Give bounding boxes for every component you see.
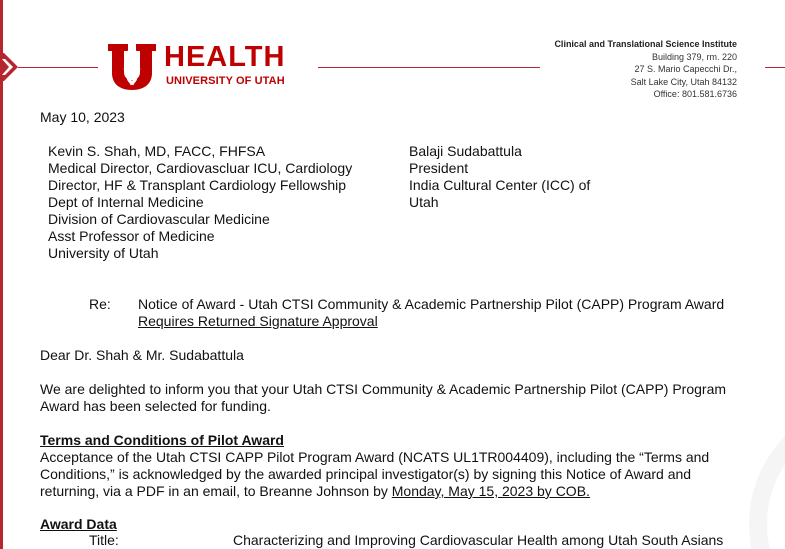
university-logo [108, 41, 286, 92]
header-rule-left [18, 67, 98, 68]
watermark-swoosh [735, 430, 785, 549]
recipient-left-line: Medical Director, Cardiovascluar ICU, Cardiology [48, 160, 353, 176]
salutation: Dear Dr. Shah & Mr. Sudabattula [40, 347, 244, 363]
recipient-left-line: Dept of Internal Medicine [48, 194, 204, 210]
recipient-right-line: Balaji Sudabattula [409, 143, 522, 159]
header-rule-right [765, 67, 785, 68]
left-edge-bar [0, 0, 3, 549]
re-signature-requirement: Requires Returned Signature Approval [138, 313, 378, 329]
award-data-heading: Award Data [40, 516, 117, 532]
chevron-right-icon [0, 53, 20, 81]
recipient-right-line: President [409, 160, 469, 176]
address-city: Salt Lake City, Utah 84132 [630, 76, 737, 87]
institute-address-block [554, 38, 737, 101]
address-office-phone: Office: 801.581.6736 [653, 89, 737, 100]
terms-heading: Terms and Conditions of Pilot Award [40, 432, 284, 448]
logo-university-text: UNIVERSITY OF UTAH [166, 75, 285, 87]
terms-deadline: Monday, May 15, 2023 by COB. [391, 483, 590, 499]
address-building: Building 379, rm. 220 [651, 51, 737, 62]
recipient-left-line: Division of Cardiovascular Medicine [48, 211, 270, 227]
recipient-right-line: India Cultural Center (ICC) of [409, 177, 591, 193]
u-block-logo-icon [108, 44, 158, 90]
recipient-right-line: Utah [409, 194, 439, 210]
letter-date: May 10, 2023 [40, 109, 125, 125]
intro-line: Award has been selected for funding. [40, 398, 271, 414]
recipient-left-line: University of Utah [48, 245, 159, 261]
terms-line: Conditions,” is acknowledged by the awarded principal investigator(s) by signing this Notice of Award and [40, 466, 692, 482]
header-rule-middle [318, 67, 540, 68]
re-label: Re: [89, 296, 111, 312]
re-subject-line: Notice of Award - Utah CTSI Community & Academic Partnership Pilot (CAPP) Program Award [138, 296, 725, 312]
recipient-left-line: Asst Professor of Medicine [48, 228, 215, 244]
award-title-label: Title: [89, 532, 119, 548]
intro-line: We are delighted to inform you that your Utah CTSI Community & Academic Partnership Pilot (CAPP) Program [40, 381, 727, 397]
terms-last-prefix: returning, via a PDF in an email, to Breanne Johnson by [40, 483, 392, 499]
terms-line: Acceptance of the Utah CTSI CAPP Pilot Program Award (NCATS UL1TR004409), including the “Terms and [40, 449, 710, 465]
institute-name: Clinical and Translational Science Institute [554, 39, 737, 49]
terms-line-last [40, 483, 590, 500]
logo-health-text: HEALTH [164, 41, 286, 73]
recipient-left-line: Kevin S. Shah, MD, FACC, FHFSA [48, 143, 266, 159]
award-title-value: Characterizing and Improving Cardiovascular Health among Utah South Asians [233, 532, 724, 548]
recipient-left-line: Director, HF & Transplant Cardiology Fellowship [48, 177, 347, 193]
address-street: 27 S. Mario Capecchi Dr., [634, 64, 737, 75]
